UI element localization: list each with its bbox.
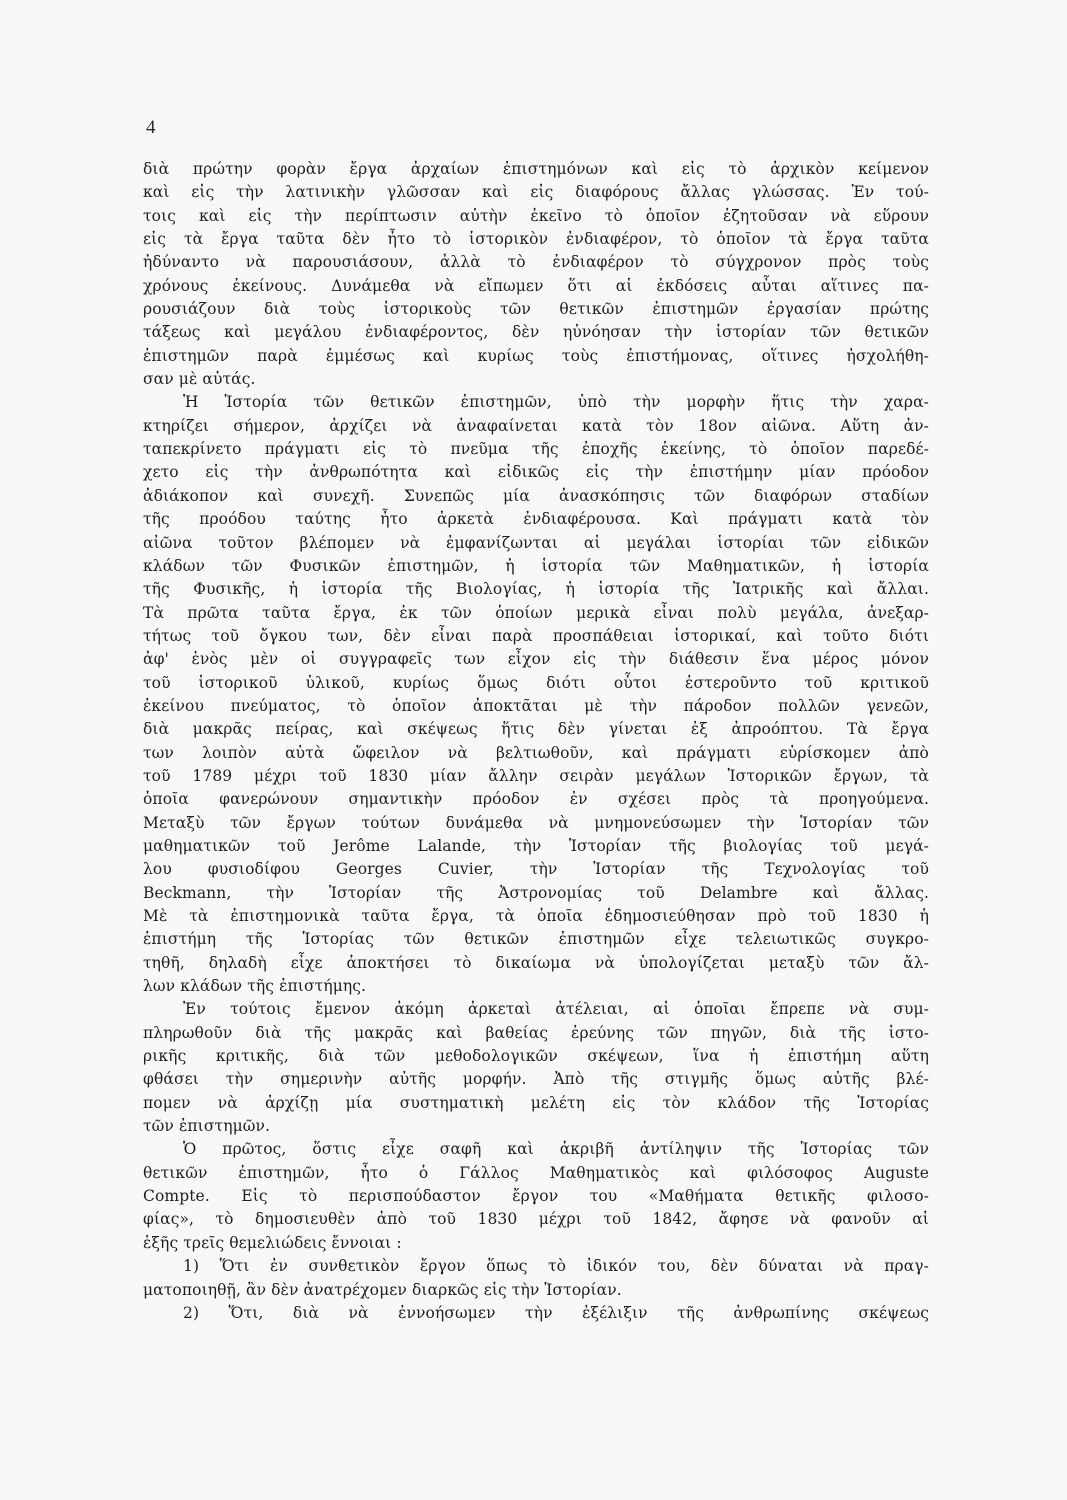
text-line: 2) Ὅτι, διὰ νὰ ἐννοήσωμεν τὴν ἐξέλιξιν τῆς ἀνθρωπίνης σκέψεως <box>183 1303 929 1322</box>
text-line: Beckmann, τὴν Ἱστορίαν τῆς Ἀστρονομίας τοῦ Delambre καὶ ἄλλας. <box>143 883 929 902</box>
text-line: ἀφ' ἑνὸς μὲν οἱ συγγραφεῖς των εἶχον εἰς τὴν διάθεσιν ἕνα μέρος μόνον <box>143 650 929 669</box>
text-line: τῆς προόδου ταύτης ἦτο ἀρκετὰ ἐνδιαφέρουσα. Καὶ πράγματι κατὰ τὸν <box>143 510 929 529</box>
text-line: σαν μὲ αὐτάς. <box>143 370 256 389</box>
page-number: 4 <box>146 117 156 138</box>
text-line: ματοποιηθῇ, ἂν δὲν ἀνατρέχομεν διαρκῶς εἰς τὴν Ἱστορίαν. <box>143 1280 622 1299</box>
text-line: εἰς τὰ ἔργα ταῦτα δὲν ἦτο τὸ ἱστορικὸν ἐνδιαφέρον, τὸ ὁποῖον τὰ ἔργα ταῦτα <box>143 230 929 249</box>
text-line: πληρωθοῦν διὰ τῆς μακρᾶς καὶ βαθείας ἐρεύνης τῶν πηγῶν, διὰ τῆς ἱστο- <box>143 1023 929 1042</box>
text-line: αἰῶνα τοῦτον βλέπομεν νὰ ἐμφανίζωνται αἱ μεγάλαι ἱστορίαι τῶν εἰδικῶν <box>143 533 929 552</box>
text-line: Τὰ πρῶτα ταῦτα ἔργα, ἐκ τῶν ὁποίων μερικὰ εἶναι πολὺ μεγάλα, ἀνεξαρ- <box>143 603 929 622</box>
text-line: ἐπιστημῶν παρὰ ἐμμέσως καὶ κυρίως τοὺς ἐπιστήμονας, οἵτινες ἠσχολήθη- <box>143 346 929 365</box>
text-line: τοις καὶ εἰς τὴν περίπτωσιν αὐτὴν ἐκεῖνο τὸ ὁποῖον ἐζητοῦσαν νὰ εὕρουν <box>143 206 929 225</box>
text-line: 1) Ὅτι ἐν συνθετικὸν ἔργον ὅπως τὸ ἰδικόν του, δὲν δύναται νὰ πραγ- <box>183 1257 929 1276</box>
text-line: λων κλάδων τῆς ἐπιστήμης. <box>143 977 367 996</box>
text-line: τηθῆ, δηλαδὴ εἶχε ἀποκτήσει τὸ δικαίωμα νὰ ὑπολογίζεται μεταξὺ τῶν ἄλ- <box>143 953 929 972</box>
text-line: τοῦ ἱστορικοῦ ὑλικοῦ, κυρίως ὅμως διότι οὗτοι ἐστεροῦντο τοῦ κριτικοῦ <box>143 673 929 692</box>
text-line: χετο εἰς τὴν ἀνθρωπότητα καὶ εἰδικῶς εἰς τὴν ἐπιστήμην μίαν πρόοδον <box>143 463 929 482</box>
text-line: τήτως τοῦ ὄγκου των, δὲν εἶναι παρὰ προσπάθειαι ἱστορικαί, καὶ τοῦτο διότι <box>143 626 929 645</box>
text-line: χρόνους ἐκείνους. Δυνάμεθα νὰ εἴπωμεν ὅτι αἱ ἐκδόσεις αὗται αἵτινες πα- <box>143 276 929 295</box>
text-line: Ὁ πρῶτος, ὅστις εἶχε σαφῆ καὶ ἀκριβῆ ἀντίληψιν τῆς Ἱστορίας τῶν <box>183 1140 929 1159</box>
body-text <box>143 158 929 1325</box>
text-line: ρουσιάζουν διὰ τοὺς ἱστορικοὺς τῶν θετικῶν ἐπιστημῶν ἐργασίαν πρώτης <box>143 300 929 319</box>
text-line: ἑξῆς τρεῖς θεμελιώδεις ἔννοιαι : <box>143 1233 402 1252</box>
text-line: διὰ μακρᾶς πείρας, καὶ σκέψεως ἥτις δὲν γίνεται ἐξ ἀπροόπτου. Τὰ ἔργα <box>143 720 929 739</box>
text-line: κτηρίζει σήμερον, ἀρχίζει νὰ ἀναφαίνεται κατὰ τὸν 18ον αἰῶνα. Αὕτη ἀν- <box>143 416 929 435</box>
text-line: φθάσει τὴν σημερινὴν αὐτῆς μορφήν. Ἀπὸ τῆς στιγμῆς ὅμως αὐτῆς βλέ- <box>143 1070 929 1089</box>
text-line: διὰ πρώτην φορὰν ἔργα ἀρχαίων ἐπιστημόνων καὶ εἰς τὸ ἀρχικὸν κείμενον <box>143 160 929 178</box>
text-line: τῶν ἐπιστημῶν. <box>143 1117 271 1136</box>
text-line: ὁποῖα φανερώνουν σημαντικὴν πρόοδον ἐν σχέσει πρὸς τὰ προηγούμενα. <box>143 790 929 809</box>
text-line: ἠδύναντο νὰ παρουσιάσουν, ἀλλὰ τὸ ἐνδιαφέρον τὸ σύγχρονον πρὸς τοὺς <box>143 253 929 272</box>
text-line: Ἡ Ἱστορία τῶν θετικῶν ἐπιστημῶν, ὑπὸ τὴν μορφὴν ἥτις τὴν χαρα- <box>183 393 929 412</box>
text-line: των λοιπὸν αὐτὰ ὤφειλον νὰ βελτιωθοῦν, καὶ πράγματι εὑρίσκομεν ἀπὸ <box>143 743 929 762</box>
text-line: μαθηματικῶν τοῦ Jerôme Lalande, τὴν Ἱστορίαν τῆς βιολογίας τοῦ μεγά- <box>143 836 929 855</box>
text-line: ἐπιστήμη τῆς Ἱστορίας τῶν θετικῶν ἐπιστημῶν εἶχε τελειωτικῶς συγκρο- <box>143 930 929 949</box>
text-line: Ἐν τούτοις ἔμενον ἀκόμη ἀρκεταὶ ἀτέλειαι, αἱ ὁποῖαι ἔπρεπε νὰ συμ- <box>183 1000 929 1019</box>
text-line: θετικῶν ἐπιστημῶν, ἦτο ὁ Γάλλος Μαθηματικὸς καὶ φιλόσοφος Auguste <box>143 1163 929 1182</box>
text-line: τάξεως καὶ μεγάλου ἐνδιαφέροντος, δὲν ηὐνόησαν τὴν ἱστορίαν τῶν θετικῶν <box>143 323 929 342</box>
text-line: ταπεκρίνετο πράγματι εἰς τὸ πνεῦμα τῆς ἐποχῆς ἐκείνης, τὸ ὁποῖον παρεδέ- <box>143 440 929 459</box>
text-line: Μεταξὺ τῶν ἔργων τούτων δυνάμεθα νὰ μνημονεύσωμεν τὴν Ἱστορίαν τῶν <box>143 813 929 832</box>
text-line: λου φυσιοδίφου Georges Cuvier, τὴν Ἱστορίαν τῆς Τεχνολογίας τοῦ <box>143 860 929 879</box>
text-line: Μὲ τὰ ἐπιστημονικὰ ταῦτα ἔργα, τὰ ὁποῖα ἐδημοσιεύθησαν πρὸ τοῦ 1830 ἡ <box>143 907 929 925</box>
text-line: ἐκείνου πνεύματος, τὸ ὁποῖον ἀποκτᾶται μὲ τὴν πάροδον πολλῶν γενεῶν, <box>143 696 929 715</box>
text-line: καὶ εἰς τὴν λατινικὴν γλῶσσαν καὶ εἰς διαφόρους ἄλλας γλώσσας. Ἐν τού- <box>143 183 929 202</box>
text-line: φίας», τὸ δημοσιευθὲν ἀπὸ τοῦ 1830 μέχρι τοῦ 1842, ἄφησε νὰ φανοῦν αἱ <box>143 1210 929 1229</box>
text-line: κλάδων τῶν Φυσικῶν ἐπιστημῶν, ἡ ἱστορία τῶν Μαθηματικῶν, ἡ ἱστορία <box>143 556 929 575</box>
text-line: ἀδιάκοπον καὶ συνεχῆ. Συνεπῶς μία ἀνασκόπησις τῶν διαφόρων σταδίων <box>143 486 929 505</box>
text-line: τῆς Φυσικῆς, ἡ ἱστορία τῆς Βιολογίας, ἡ ἱστορία τῆς Ἰατρικῆς καὶ ἄλλαι. <box>143 580 929 599</box>
text-line: Compte. Εἰς τὸ περισπούδαστον ἔργον του «Μαθήματα θετικῆς φιλοσο- <box>143 1187 929 1206</box>
text-line: ρικῆς κριτικῆς, διὰ τῶν μεθοδολογικῶν σκέψεων, ἵνα ἡ ἐπιστήμη αὕτη <box>143 1047 929 1066</box>
text-line: πομεν νὰ ἀρχίζῃ μία συστηματικὴ μελέτη εἰς τὸν κλάδον τῆς Ἱστορίας <box>143 1093 929 1112</box>
text-line: τοῦ 1789 μέχρι τοῦ 1830 μίαν ἄλλην σειρὰν μεγάλων Ἱστορικῶν ἔργων, τὰ <box>143 766 929 785</box>
